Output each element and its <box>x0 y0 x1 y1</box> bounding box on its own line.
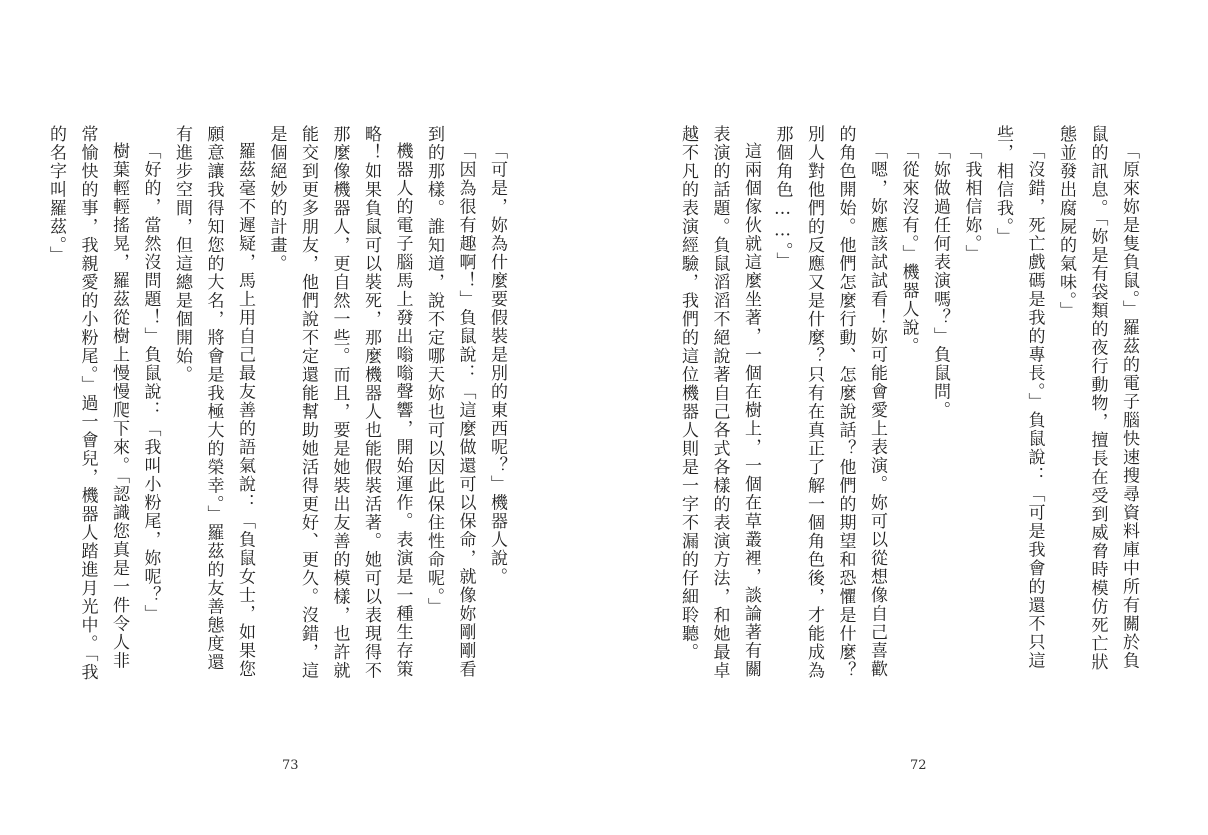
paragraph: 「妳做過任何表演嗎？」負鼠問。 <box>930 142 950 420</box>
right-page <box>604 0 1208 835</box>
paragraph: 「嗯，妳應該試試看！妳可能會愛上表演。妳可以從想像自己喜歡的角色開始。他們怎麼行動、怎麼說話？他們的期望和恐懼是什麼？別人對他們的反應又是什麼？只有在真正了解一個角色後，才能成為那個角色……。」 <box>772 125 887 680</box>
paragraph: 這兩個傢伙就這麼坐著，一個在樹上，一個在草叢裡，談論著有關表演的話題。負鼠滔滔不絕說著自己各式各樣的表演方法，和她最卓越不凡的表演經驗，我們的這位機器人則是一字不漏的仔細聆聽。 <box>678 125 761 680</box>
page-number: 73 <box>282 758 299 773</box>
paragraph: 「沒錯，死亡戲碼是我的專長。」負鼠說：「可是我會的還不只這些，相信我。」 <box>993 125 1045 670</box>
paragraph: 羅茲毫不遲疑，馬上用自己最友善的語氣說：「負鼠女士，如果您願意讓我得知您的大名，將會是我極大的榮幸。」羅茲的友善態度還有進步空間，但這總是個開始。 <box>172 125 255 679</box>
paragraph: 「可是，妳為什麼要假裝是別的東西呢？」機器人說。 <box>487 142 507 586</box>
paragraph: 「因為很有趣啊！」負鼠說：「這麼做還可以保命，就像妳剛剛看到的那樣。誰知道，說不定哪天妳也可以因此保住性命呢。」 <box>424 125 476 679</box>
paragraph: 樹葉輕輕搖晃，羅茲從樹上慢慢爬下來。「認識您真是一件令人非常愉快的事，我親愛的小粉尾。」過一會兒，機器人踏進月光中。「我的名字叫羅茲。」 <box>46 125 129 682</box>
paragraph: 「好的，當然沒問題！」負鼠說：「我叫小粉尾，妳呢？」 <box>140 142 161 623</box>
paragraph: 「原來妳是隻負鼠。」羅茲的電子腦快速搜尋資料庫中所有關於負鼠的訊息。「妳是有袋類的夜行動物，擅長在受到威脅時模仿死亡狀態並發出腐屍的氣味。」 <box>1056 125 1139 672</box>
paragraph: 「從來沒有。」機器人說。 <box>898 142 919 356</box>
page-number: 72 <box>910 758 927 773</box>
paragraph: 機器人的電子腦馬上發出嗡嗡聲響，開始運作。表演是一種生存策略！如果負鼠可以裝死，那麼機器人也能假裝活著。她可以表現得不那麼像機器人，更自然一些。而且，要是她裝出友善的模樣，也許就能交到更多朋友，他們說不定還能幫助她活得更好、更久。沒錯，這是個絕妙的計畫。 <box>266 125 413 680</box>
paragraph: 「我相信妳。」 <box>961 142 982 263</box>
left-page-text <box>46 125 512 685</box>
right-page-text <box>678 125 1144 685</box>
